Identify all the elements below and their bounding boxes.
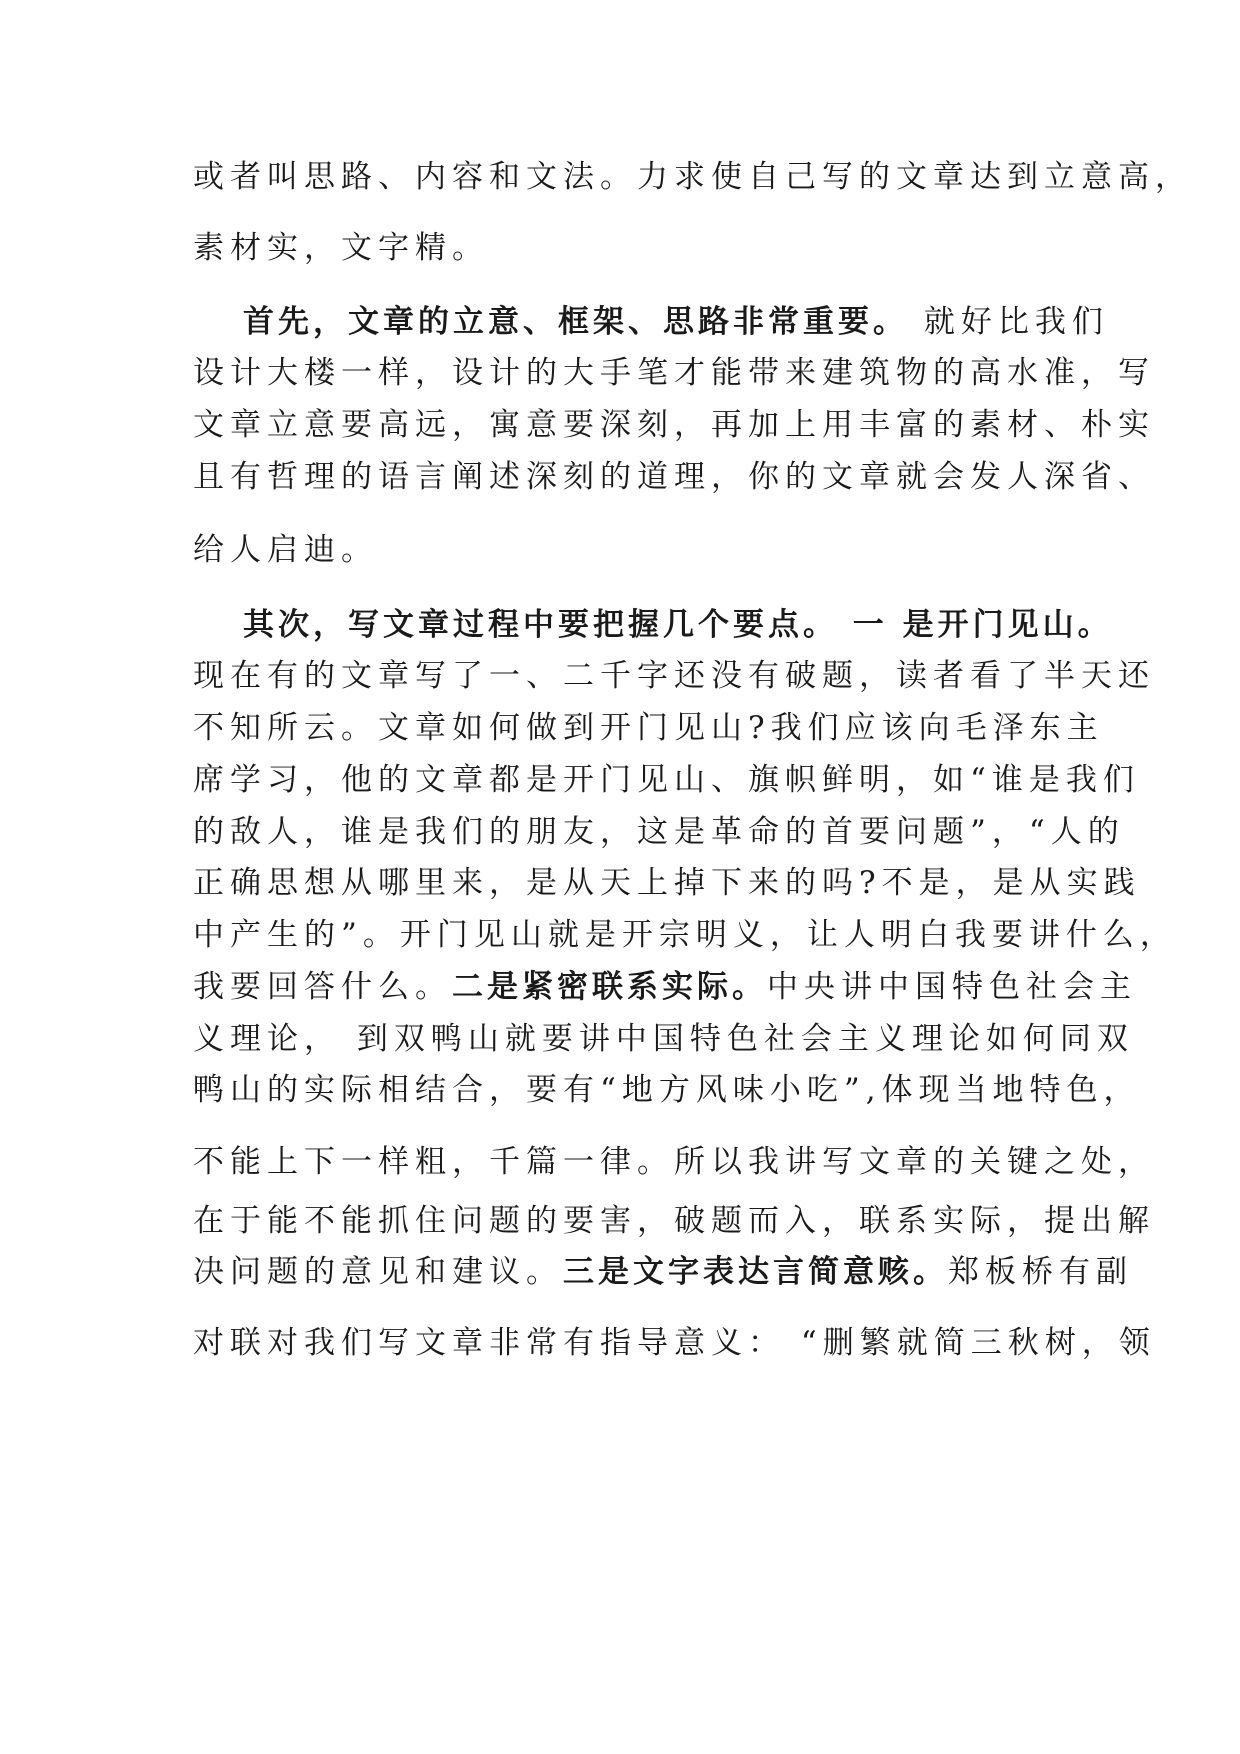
text-segment: 鸭山的实际相结合，要有“地方风味小吃”,体现当地特色， [193,1072,1141,1108]
text-segment: 不知所云。文章如何做到开门见山?我们应该向毛泽东主 [193,710,1104,746]
text-segment: 现在有的文章写了一、二千字还没有破题，读者看了半天还 [193,658,1155,694]
text-line-1 [193,157,1192,197]
text-segment: 中产生的”。开门见山就是开宗明义，让人明白我要讲什么， [193,917,1177,953]
text-line-15 [193,967,1137,1007]
text-segment: 对联对我们写文章非常有指导意义： “删繁就简三秋树，领 [193,1325,1156,1361]
text-segment: 义理论， 到双鸭山就要讲中国特色社会主义理论如何同双 [193,1021,1134,1057]
text-segment: 正确思想从哪里来，是从天上掉下来的吗?不是，是从实践 [193,865,1141,901]
text-line-7 [193,530,378,570]
text-line-2 [193,228,489,268]
bold-point: 三是文字表达言简意赅。 [563,1254,948,1290]
text-line-6 [193,457,1155,497]
text-line-9 [193,656,1155,696]
text-line-13 [193,863,1141,903]
text-line-18 [193,1142,1155,1182]
text-line-20 [193,1252,1133,1292]
text-segment: 席学习，他的文章都是开门见山、旗帜鲜明，如“谁是我们 [193,762,1140,798]
text-segment: 决问题的意见和建议。 [193,1254,563,1290]
text-segment: 我要回答什么。 [193,969,452,1005]
text-segment: 郑板桥有副 [948,1254,1133,1290]
text-line-8 [243,605,1113,645]
bold-point: 二是紧密联系实际。 [452,969,767,1005]
text-segment: 设计大楼一样，设计的大手笔才能带来建筑物的高水准，写 [193,355,1155,391]
text-segment: 就好比我们 [908,304,1109,340]
text-segment: 中央讲中国特色社会主 [767,969,1137,1005]
text-line-3 [243,302,1109,342]
text-segment: 不能上下一样粗，千篇一律。所以我讲写文章的关键之处， [193,1144,1155,1180]
text-line-19 [193,1201,1155,1241]
text-segment: 或者叫思路、内容和文法。力求使自己写的文章达到立意高， [193,159,1192,195]
text-line-11 [193,760,1140,800]
text-line-21 [193,1323,1156,1363]
text-line-5 [193,405,1155,445]
bold-heading: 其次，写文章过程中要把握几个要点。 一 是开门见山。 [243,607,1113,643]
text-segment: 在于能不能抓住问题的要害，破题而入，联系实际，提出解 [193,1203,1155,1239]
text-line-17 [193,1070,1141,1110]
text-segment: 给人启迪。 [193,532,378,568]
text-line-16 [193,1019,1134,1059]
bold-heading: 首先，文章的立意、框架、思路非常重要。 [243,304,908,340]
text-line-10 [193,708,1104,748]
text-segment: 且有哲理的语言阐述深刻的道理，你的文章就会发人深省、 [193,459,1155,495]
text-line-12 [193,812,1125,852]
text-segment: 的敌人，谁是我们的朋友，这是革命的首要问题”，“人的 [193,814,1125,850]
text-line-4 [193,353,1155,393]
text-segment: 素材实，文字精。 [193,230,489,266]
text-segment: 文章立意要高远，寓意要深刻，再加上用丰富的素材、朴实 [193,407,1155,443]
text-line-14 [193,915,1177,955]
